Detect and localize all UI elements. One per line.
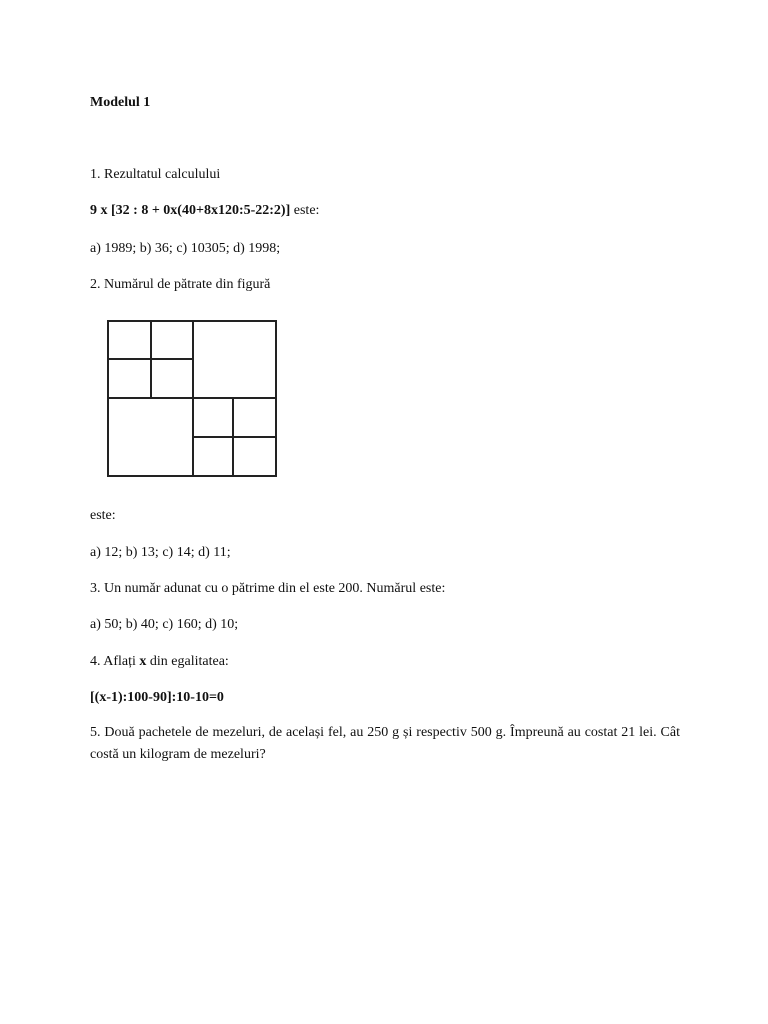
question-1-expression-line: [90, 202, 319, 220]
page-title: Modelul 1: [90, 95, 151, 110]
question-3-prompt: 3. Un număr adunat cu o pătrime din el este 200. Numărul este:: [90, 581, 446, 596]
question-5-text: 5. Două pachetele de mezeluri, de același fel, au 250 g și respectiv 500 g. Împreună au costat 21 lei. Cât costă un kilogram de mezeluri?: [90, 725, 680, 762]
squares-figure: [102, 317, 282, 480]
question-4-equation: [(x-1):100-90]:10-10=0: [90, 690, 224, 705]
question-4-variable: x: [139, 654, 147, 669]
question-1-prompt: 1. Rezultatul calculului: [90, 167, 221, 182]
question-1-answers: a) 1989; b) 36; c) 10305; d) 1998;: [90, 241, 281, 256]
question-2-after-figure: este:: [90, 508, 116, 523]
question-2-prompt: 2. Numărul de pătrate din figură: [90, 277, 271, 292]
question-4-prompt: [90, 653, 229, 671]
question-4-prompt-after: din egalitatea:: [146, 654, 229, 669]
squares-figure-drawing: [102, 317, 282, 480]
question-2-answers: a) 12; b) 13; c) 14; d) 11;: [90, 545, 231, 560]
question-4-prompt-before: 4. Aflați: [90, 654, 140, 669]
question-3-answers: a) 50; b) 40; c) 160; d) 10;: [90, 617, 239, 632]
question-1-expression-suffix: este:: [290, 203, 320, 218]
question-1-expression: 9 x [32 : 8 + 0x(40+8x120:5-22:2)]: [90, 203, 291, 218]
